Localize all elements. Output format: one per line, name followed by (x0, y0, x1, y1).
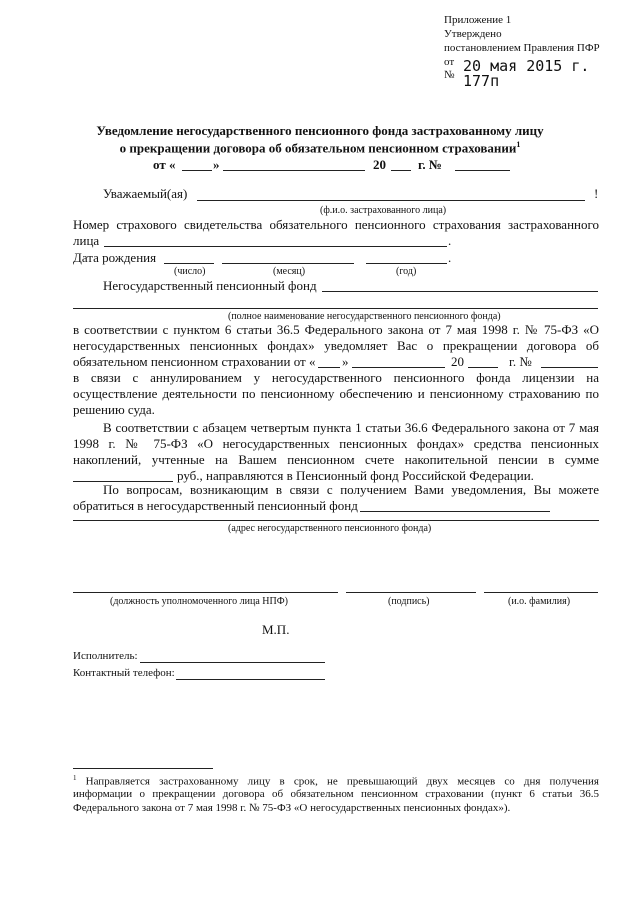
signature-caption: (подпись) (388, 596, 430, 607)
birth-year-line[interactable] (366, 263, 447, 264)
p1-line-2: негосударственных пенсионных фондах» уведомляет Вас о прекращении договора об (73, 338, 599, 353)
npf-address-line[interactable] (73, 520, 599, 521)
birth-year-caption: (год) (396, 266, 417, 277)
dear-label: Уважаемый(ая) (103, 186, 188, 201)
p1-line-4: в связи с аннулированием у негосударственного пенсионного фонда лицензии на (73, 370, 599, 385)
executor-line[interactable] (140, 662, 325, 663)
name-line[interactable] (484, 592, 598, 593)
p1-line-1: в соответствии с пунктом 6 статьи 36.5 Федерального закона от 7 мая 1998 г. № 75-ФЗ «О (73, 322, 599, 337)
title-line-1: Уведомление негосударственного пенсионного фонда застрахованному лицу (96, 123, 544, 138)
p1-line-3-year: 20 (451, 354, 464, 369)
birth-dot: . (448, 250, 452, 265)
birth-day-caption: (число) (174, 266, 206, 277)
executor-label: Исполнитель: (73, 650, 138, 662)
p1-line-3-number: г. № (509, 354, 532, 369)
p2-line-4: руб., направляются в Пенсионный фонд Российской Федерации. (177, 468, 534, 483)
npf-name-line-2[interactable] (73, 308, 598, 309)
insurance-number-line[interactable] (104, 246, 447, 247)
p3-line-2: обратиться в негосударственный пенсионный фонд (73, 498, 358, 513)
footnote-ref: 1 (516, 140, 521, 149)
p2-line-3: накоплений, учтенные на Вашем пенсионном счете накопительной пенсии в сумме (73, 452, 599, 467)
approval-number: 177п (463, 72, 500, 90)
signature-line[interactable] (346, 592, 476, 593)
npf-label: Негосударственный пенсионный фонд (103, 278, 317, 293)
p3-line-1: По вопросам, возникающим в связи с получением Вами уведомления, Вы можете (103, 482, 599, 497)
approval-resolution: постановлением Правления ПФР (444, 42, 600, 54)
insurance-line-2: лица (73, 233, 100, 248)
approval-from-label: от (444, 56, 455, 68)
p2-line-2: 1998 г. № 75-ФЗ «О негосударственных пенсионных фондах» средства пенсионных (73, 436, 599, 451)
footnote-line-1: $^1$ Направляется застрахованному лицу в срок, не превышающий двух месяцев со дня получения (73, 774, 599, 788)
position-caption: (должность уполномоченного лица НПФ) (110, 596, 288, 607)
title-line-2: о прекращении договора об обязательном пенсионном страховании$^1$ (119, 140, 521, 156)
fio-caption: (ф.и.о. застрахованного лица) (320, 205, 447, 216)
npf-name-line-1[interactable] (322, 291, 598, 292)
approval-appendix: Приложение 1 (444, 14, 512, 26)
footnote-line-2: информации о прекращении договора об обязательном пенсионном страховании (пункт 6 статьи 36.5 (73, 788, 599, 800)
insurance-line-1: Номер страхового свидетельства обязательного пенсионного страхования застрахованного (73, 217, 599, 232)
name-caption: (и.о. фамилия) (508, 596, 571, 607)
dear-exclamation: ! (594, 186, 599, 201)
position-line[interactable] (73, 592, 338, 593)
npf-contact-line[interactable] (360, 511, 550, 512)
stamp-mark: М.П. (262, 622, 290, 637)
p1-line-5: осуществление деятельности по пенсионному обеспечению и пенсионному страхованию по (73, 386, 599, 401)
footnote-separator (73, 768, 213, 769)
birth-month-caption: (месяц) (273, 266, 306, 277)
approval-number-label: № (444, 69, 455, 81)
footnote-line-3: Федерального закона от 7 мая 1998 г. № 75-ФЗ «О негосударственных пенсионных фондах»). (73, 802, 511, 814)
birth-label: Дата рождения (73, 250, 157, 265)
phone-label: Контактный телефон: (73, 667, 175, 679)
title-year-number: г. № (418, 157, 443, 172)
insurance-dot: . (448, 233, 452, 248)
npf-caption: (полное наименование негосударственного пенсионного фонда) (228, 311, 501, 322)
address-caption: (адрес негосударственного пенсионного фонда) (228, 523, 432, 534)
title-year: 20 (373, 157, 386, 172)
approval-approved: Утверждено (444, 28, 502, 40)
p1-line-3-quote: » (342, 354, 349, 369)
fio-line[interactable] (197, 200, 585, 201)
p2-line-1: В соответствии с абзацем четвертым пункта 1 статьи 36.6 Федерального закона от 7 мая (103, 420, 599, 435)
p1-line-6: решению суда. (73, 402, 155, 417)
p1-line-3-start: обязательном пенсионном страховании от « (73, 354, 316, 369)
birth-day-line[interactable] (164, 263, 214, 264)
birth-month-line[interactable] (222, 263, 354, 264)
title-date-from: от « (153, 157, 176, 172)
approval-date: 20 мая 2015 г. (463, 57, 590, 75)
phone-line[interactable] (176, 679, 325, 680)
title-date-quote: » (213, 157, 220, 172)
